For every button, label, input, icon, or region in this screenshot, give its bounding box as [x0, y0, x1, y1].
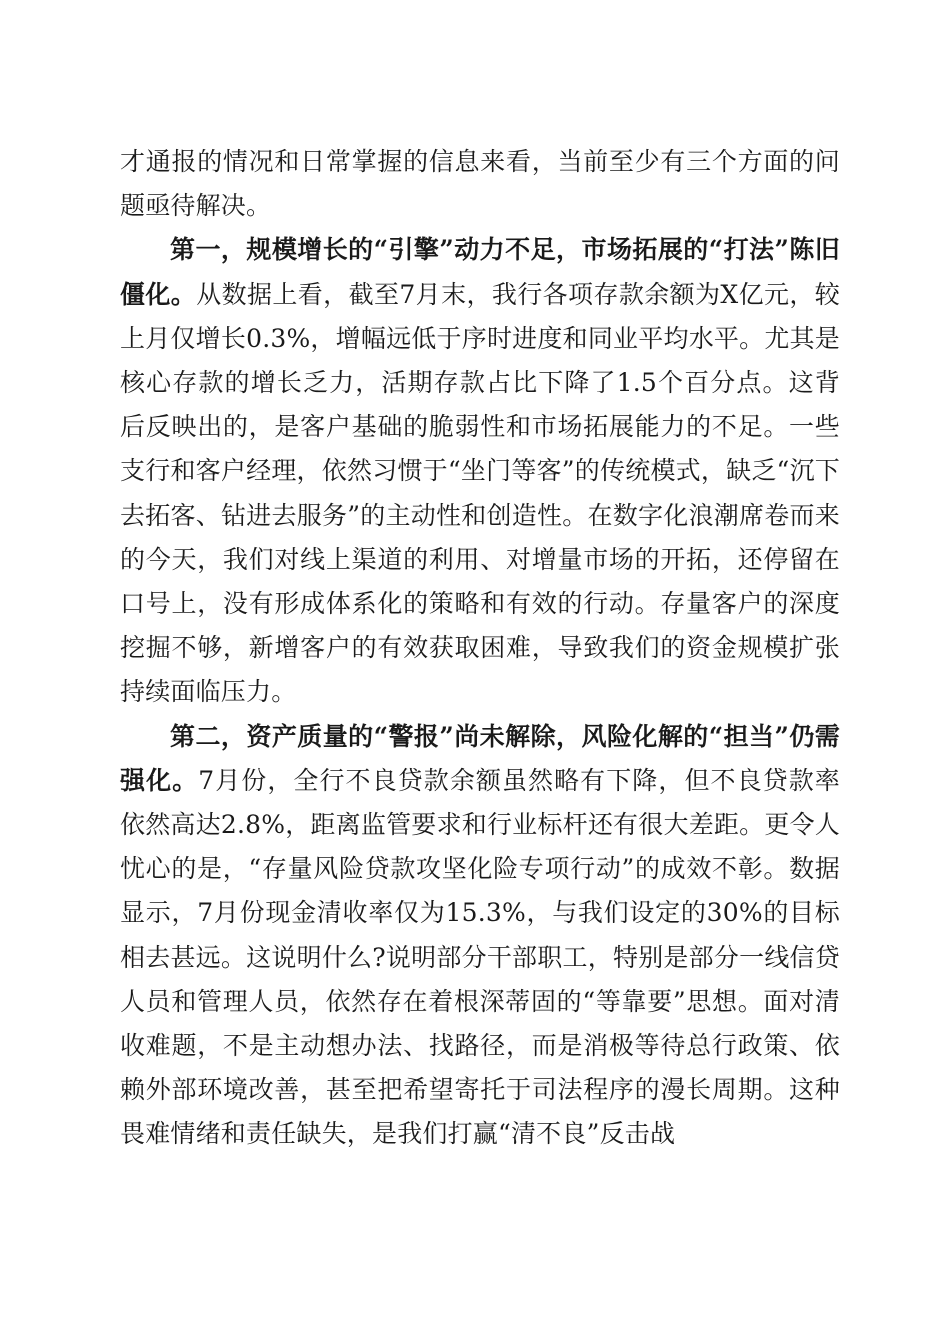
paragraph-lead: 第一，规模增长的“引擎”动力不足，市场拓展的“打法”陈旧僵化。: [120, 235, 840, 309]
paragraph-body: 7月份，全行不良贷款余额虽然略有下降，但不良贷款率依然高达2.8%，距离监管要求和行业标杆还有很大差距。更令人忧心的是，“存量风险贷款攻坚化险专项行动”的成效不彰。数据显示，7月份现金清收率仅为15.3%，与我们设定的30%的目标相去甚远。这说明什么?说明部分干部职工，特别是部分一线信贷人员和管理人员，依然存在着根深蒂固的“等靠要”思想。面对清收难题，不是主动想办法、找路径，而是消极等待总行政策、依赖外部环境改善，甚至把希望寄托于司法程序的漫长周期。这种畏难情绪和责任缺失，是我们打赢“清不良”反击战: [120, 765, 840, 1149]
document-body: [120, 140, 840, 1157]
paragraph-body: 才通报的情况和日常掌握的信息来看，当前至少有三个方面的问题亟待解决。: [120, 147, 840, 221]
paragraph-point-one: [120, 228, 840, 714]
paragraph-continuation: [120, 140, 840, 228]
paragraph-point-two: [120, 715, 840, 1157]
paragraph-body: 从数据上看，截至7月末，我行各项存款余额为X亿元，较上月仅增长0.3%，增幅远低于序时进度和同业平均水平。尤其是核心存款的增长乏力，活期存款占比下降了1.5个百分点。这背后反映出的，是客户基础的脆弱性和市场拓展能力的不足。一些支行和客户经理，依然习惯于“坐门等客”的传统模式，缺乏“沉下去拓客、钻进去服务”的主动性和创造性。在数字化浪潮席卷而来的今天，我们对线上渠道的利用、对增量市场的开拓，还停留在口号上，没有形成体系化的策略和有效的行动。存量客户的深度挖掘不够，新增客户的有效获取困难，导致我们的资金规模扩张持续面临压力。: [120, 279, 841, 707]
paragraph-lead: 第二，资产质量的“警报”尚未解除，风险化解的“担当”仍需强化。: [120, 721, 840, 795]
